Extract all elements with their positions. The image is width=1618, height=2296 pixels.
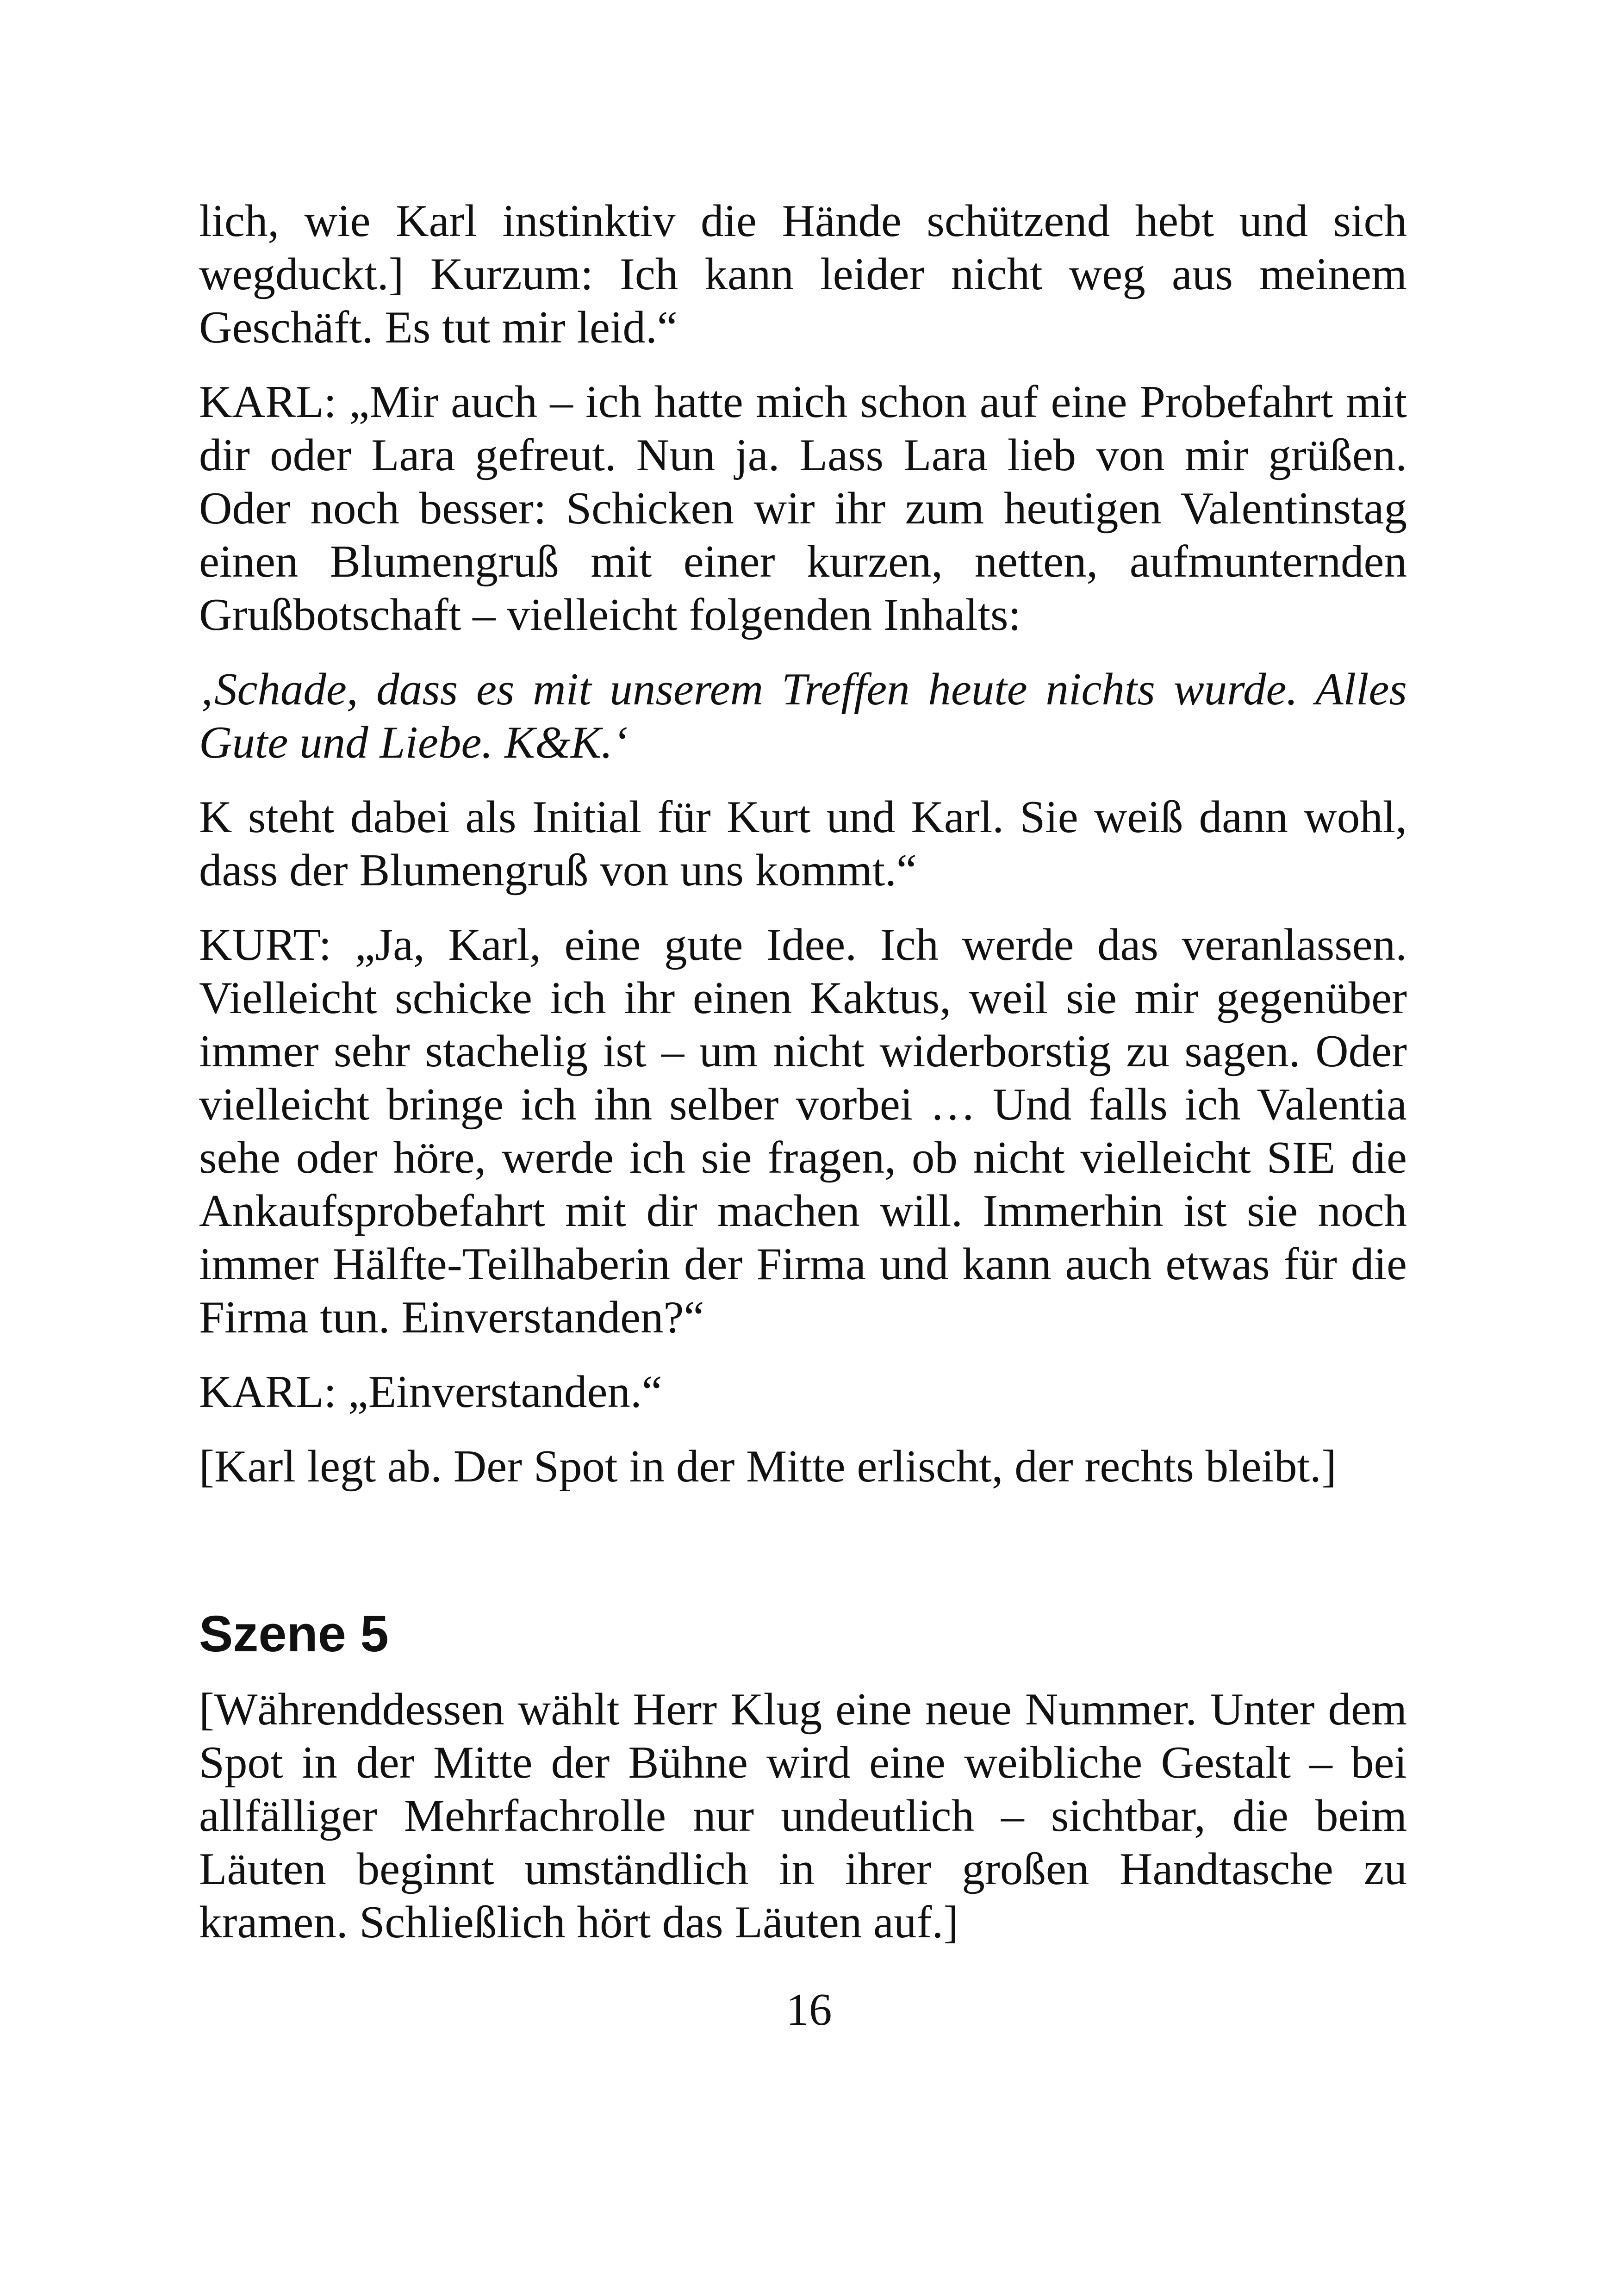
- paragraph-karl-dialogue: KARL: „Mir auch – ich hatte mich schon auf eine Probefahrt mit dir oder Lara gefreut. Nun ja. Lass Lara lieb von mir grüßen. Oder noch besser: Schicken wir ihr zum heutigen Valentinstag einen Blumengruß mit einer kurzen, netten, aufmunternden Grußbotschaft – vielleicht folgenden Inhalts:: [199, 377, 1407, 640]
- paragraph-karl-agrees: KARL: „Einverstanden.“: [199, 1367, 662, 1417]
- page-body: [199, 194, 1407, 1970]
- paragraph-greeting-message: ‚Schade, dass es mit unserem Treffen heute nichts wurde. Alles Gute und Liebe. K&K.‘: [199, 664, 1407, 768]
- paragraph-scene-stage-direction: [Währenddessen wählt Herr Klug eine neue Nummer. Unter dem Spot in der Mitte der Bühne wird eine weibliche Gestalt – bei allfälliger Mehrfachrolle nur undeutlich – sichtbar, die beim Läuten beginnt umständlich in ihrer großen Handtasche zu kramen. Schließlich hört das Läuten auf.]: [199, 1684, 1407, 1948]
- paragraph-continuation: lich, wie Karl instinktiv die Hände schützend hebt und sich wegduckt.] Kurzum: Ich kann leider nicht weg aus meinem Geschäft. Es tut mir leid.“: [199, 196, 1407, 353]
- paragraph-initial-explanation: K steht dabei als Initial für Kurt und Karl. Sie weiß dann wohl, dass der Blumengruß von uns kommt.“: [199, 792, 1407, 896]
- paragraph-stage-direction: [Karl legt ab. Der Spot in der Mitte erlischt, der rechts bleibt.]: [199, 1441, 1337, 1492]
- paragraph-kurt-dialogue: KURT: „Ja, Karl, eine gute Idee. Ich werde das veranlassen. Vielleicht schicke ich ihr einen Kaktus, weil sie mir gegenüber immer sehr stachelig ist – um nicht widerborstig zu sagen. Oder vielleicht bringe ich ihn selber vorbei … Und falls ich Valentia sehe oder höre, werde ich sie fragen, ob nicht vielleicht SIE die Ankaufsprobefahrt mit dir machen will. Immerhin ist sie noch immer Hälfte-Teilhaberin der Firma und kann auch etwas für die Firma tun. Einverstanden?“: [199, 920, 1407, 1343]
- scene-heading: Szene 5: [199, 1605, 389, 1662]
- page-number: 16: [786, 1985, 832, 2035]
